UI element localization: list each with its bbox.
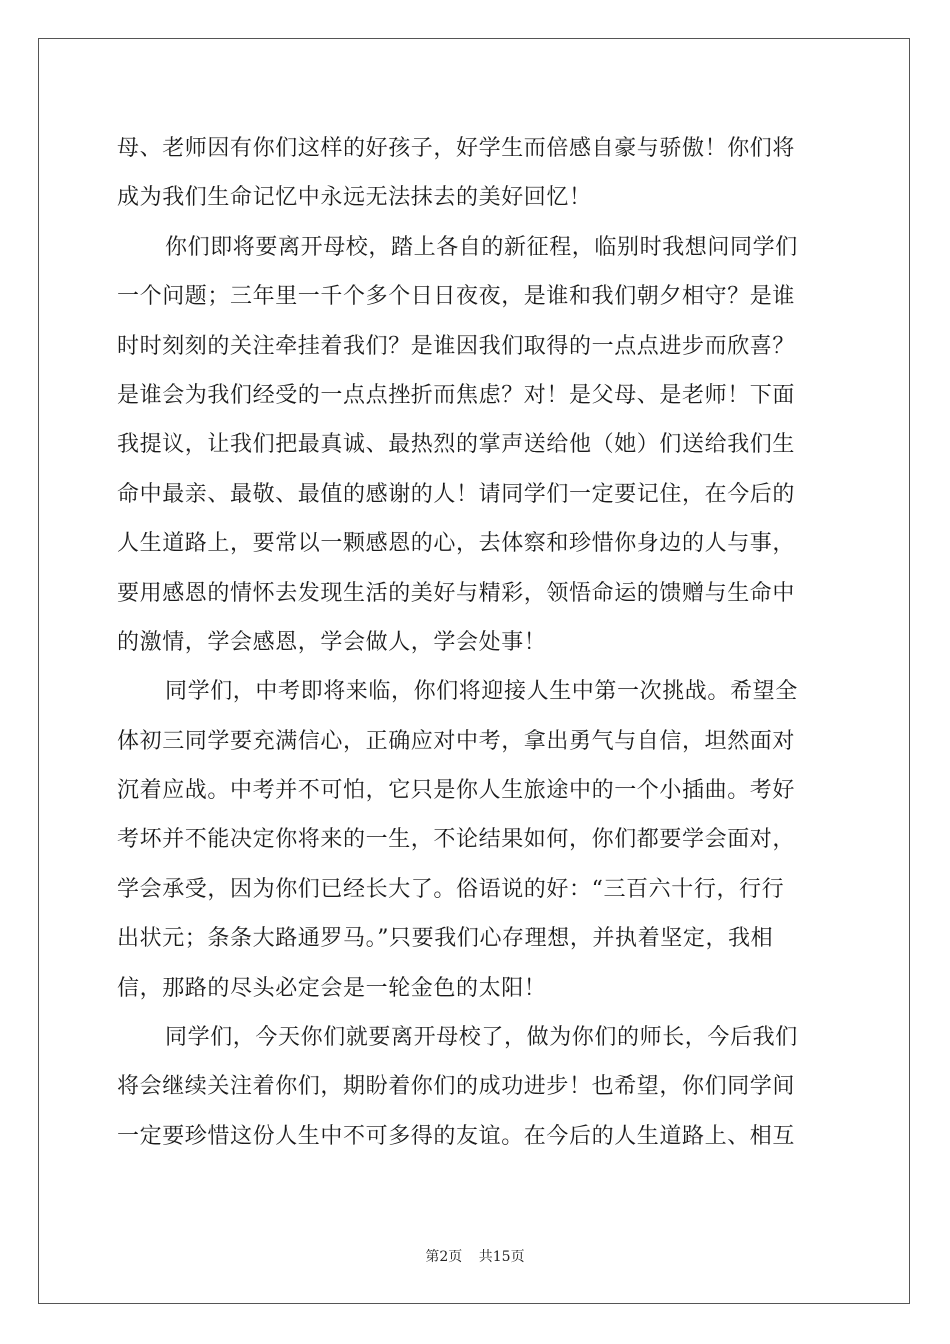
text-line: 的激情，学会感恩，学会做人，学会处事！ — [117, 629, 547, 655]
text-line: 要用感恩的情怀去发现生活的美好与精彩，领悟命运的馈赠与生命中 — [117, 580, 796, 606]
text-line: 出状元；条条大路通罗马。”只要我们心存理想，并执着坚定，我相 — [117, 926, 774, 952]
text-line: 时时刻刻的关注牵挂着我们？是谁因我们取得的一点点进步而欣喜？ — [117, 333, 796, 359]
text-line: 学会承受，因为你们已经长大了。俗语说的好：“三百六十行，行行 — [117, 876, 785, 902]
text-line: 信，那路的尽头必定会是一轮金色的太阳！ — [117, 975, 547, 1001]
page-number-total: 共15页 — [478, 1249, 525, 1265]
text-line: 一个问题；三年里一千个多个日日夜夜，是谁和我们朝夕相守？是谁 — [117, 284, 796, 310]
text-line: 成为我们生命记忆中永远无法抹去的美好回忆！ — [117, 185, 592, 211]
text-line: 沉着应战。中考并不可怕，它只是你人生旅途中的一个小插曲。考好 — [117, 778, 796, 804]
text-line: 人生道路上，要常以一颗感恩的心，去体察和珍惜你身边的人与事， — [117, 531, 796, 557]
text-line: 考坏并不能决定你将来的一生，不论结果如何，你们都要学会面对， — [117, 827, 796, 853]
page-footer — [0, 1246, 950, 1266]
text-line: 命中最亲、最敬、最值的感谢的人！请同学们一定要记住，在今后的 — [117, 481, 796, 507]
text-line: 体初三同学要充满信心，正确应对中考，拿出勇气与自信，坦然面对 — [117, 728, 796, 754]
text-line: 你们即将要离开母校，踏上各自的新征程，临别时我想问同学们 — [165, 234, 798, 260]
text-line: 是谁会为我们经受的一点点挫折而焦虑？对！是父母、是老师！下面 — [117, 382, 796, 408]
text-line: 同学们，今天你们就要离开母校了，做为你们的师长，今后我们 — [165, 1025, 798, 1051]
document-body — [117, 124, 833, 1161]
text-line: 我提议，让我们把最真诚、最热烈的掌声送给他（她）们送给我们生 — [117, 432, 796, 458]
text-line: 一定要珍惜这份人生中不可多得的友谊。在今后的人生道路上、相互 — [117, 1123, 796, 1149]
text-line: 将会继续关注着你们，期盼着你们的成功进步！也希望，你们同学间 — [117, 1074, 796, 1100]
text-line: 母、老师因有你们这样的好孩子，好学生而倍感自豪与骄傲！你们将 — [117, 136, 796, 161]
page-number-current: 第2页 — [425, 1249, 463, 1265]
text-line: 同学们，中考即将来临，你们将迎接人生中第一次挑战。希望全 — [165, 679, 798, 705]
